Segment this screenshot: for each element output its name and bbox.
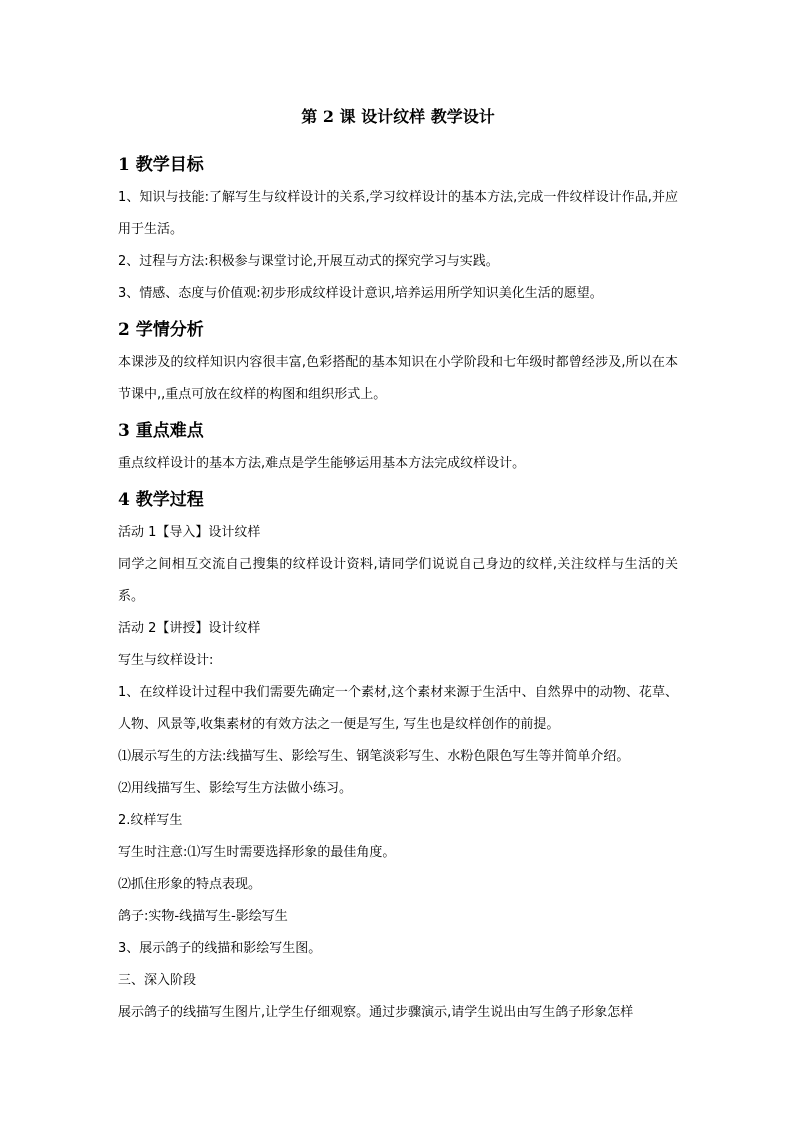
paragraph: 同学之间相互交流自己搜集的纹样设计资料,请同学们说说自己身边的纹样,关注纹样与生活的关系。 [118,557,678,604]
paragraph: 展示鸽子的线描写生图片,让学生仔细观察。通过步骤演示,请学生说出由写生鸽子形象怎样 [118,1005,634,1020]
section-key-points [118,414,678,480]
paragraph: 鸽子:实物-线描写生-影绘写生 [118,909,288,924]
section-teaching-process [118,483,678,1029]
paragraph: 写生时注意:⑴写生时需要选择形象的最佳角度。 [118,845,396,860]
section-teaching-goals [118,148,678,310]
section-heading: 2 学情分析 [118,320,204,340]
paragraph: 3、情感、态度与价值观:初步形成纹样设计意识,培养运用所学知识美化生活的愿望。 [118,286,603,301]
section-learner-analysis [118,313,678,411]
paragraph: 3、展示鸽子的线描和影绘写生图。 [118,941,322,956]
paragraph: 2、过程与方法:积极参与课堂讨论,开展互动式的探究学习与实践。 [118,254,499,269]
paragraph: 本课涉及的纹样知识内容很丰富,色彩搭配的基本知识在小学阶段和七年级时都曾经涉及,所以在本节课中,,重点可放在纹样的构图和组织形式上。 [118,355,678,402]
paragraph: 三、深入阶段 [118,973,197,988]
section-heading: 3 重点难点 [118,421,204,441]
paragraph: 写生与纹样设计: [118,653,214,668]
document-body [118,104,678,1029]
paragraph: 2.纹样写生 [118,813,183,828]
paragraph: ⑵用线描写生、影绘写生方法做小练习。 [118,781,353,796]
paragraph: ⑵抓住形象的特点表现。 [118,877,262,892]
paragraph: 重点纹样设计的基本方法,难点是学生能够运用基本方法完成纹样设计。 [118,456,526,471]
section-heading: 4 教学过程 [118,490,204,510]
title-spacer [118,130,678,148]
document-title: 第 2 课 设计纹样 教学设计 [301,107,495,126]
paragraph: 1、知识与技能:了解写生与纹样设计的关系,学习纹样设计的基本方法,完成一件纹样设计作品,并应用于生活。 [118,190,678,237]
paragraph: ⑴展示写生的方法:线描写生、影绘写生、钢笔淡彩写生、水粉色限色写生等并简单介绍。 [118,749,630,764]
section-heading: 1 教学目标 [118,155,204,175]
paragraph: 1、在纹样设计过程中我们需要先确定一个素材,这个素材来源于生活中、自然界中的动物、花草、人物、风景等,收集素材的有效方法之一便是写生, 写生也是纹样创作的前提。 [118,685,678,732]
activity-label: 活动 2【讲授】设计纹样 [118,621,261,636]
activity-label: 活动 1【导入】设计纹样 [118,525,261,540]
